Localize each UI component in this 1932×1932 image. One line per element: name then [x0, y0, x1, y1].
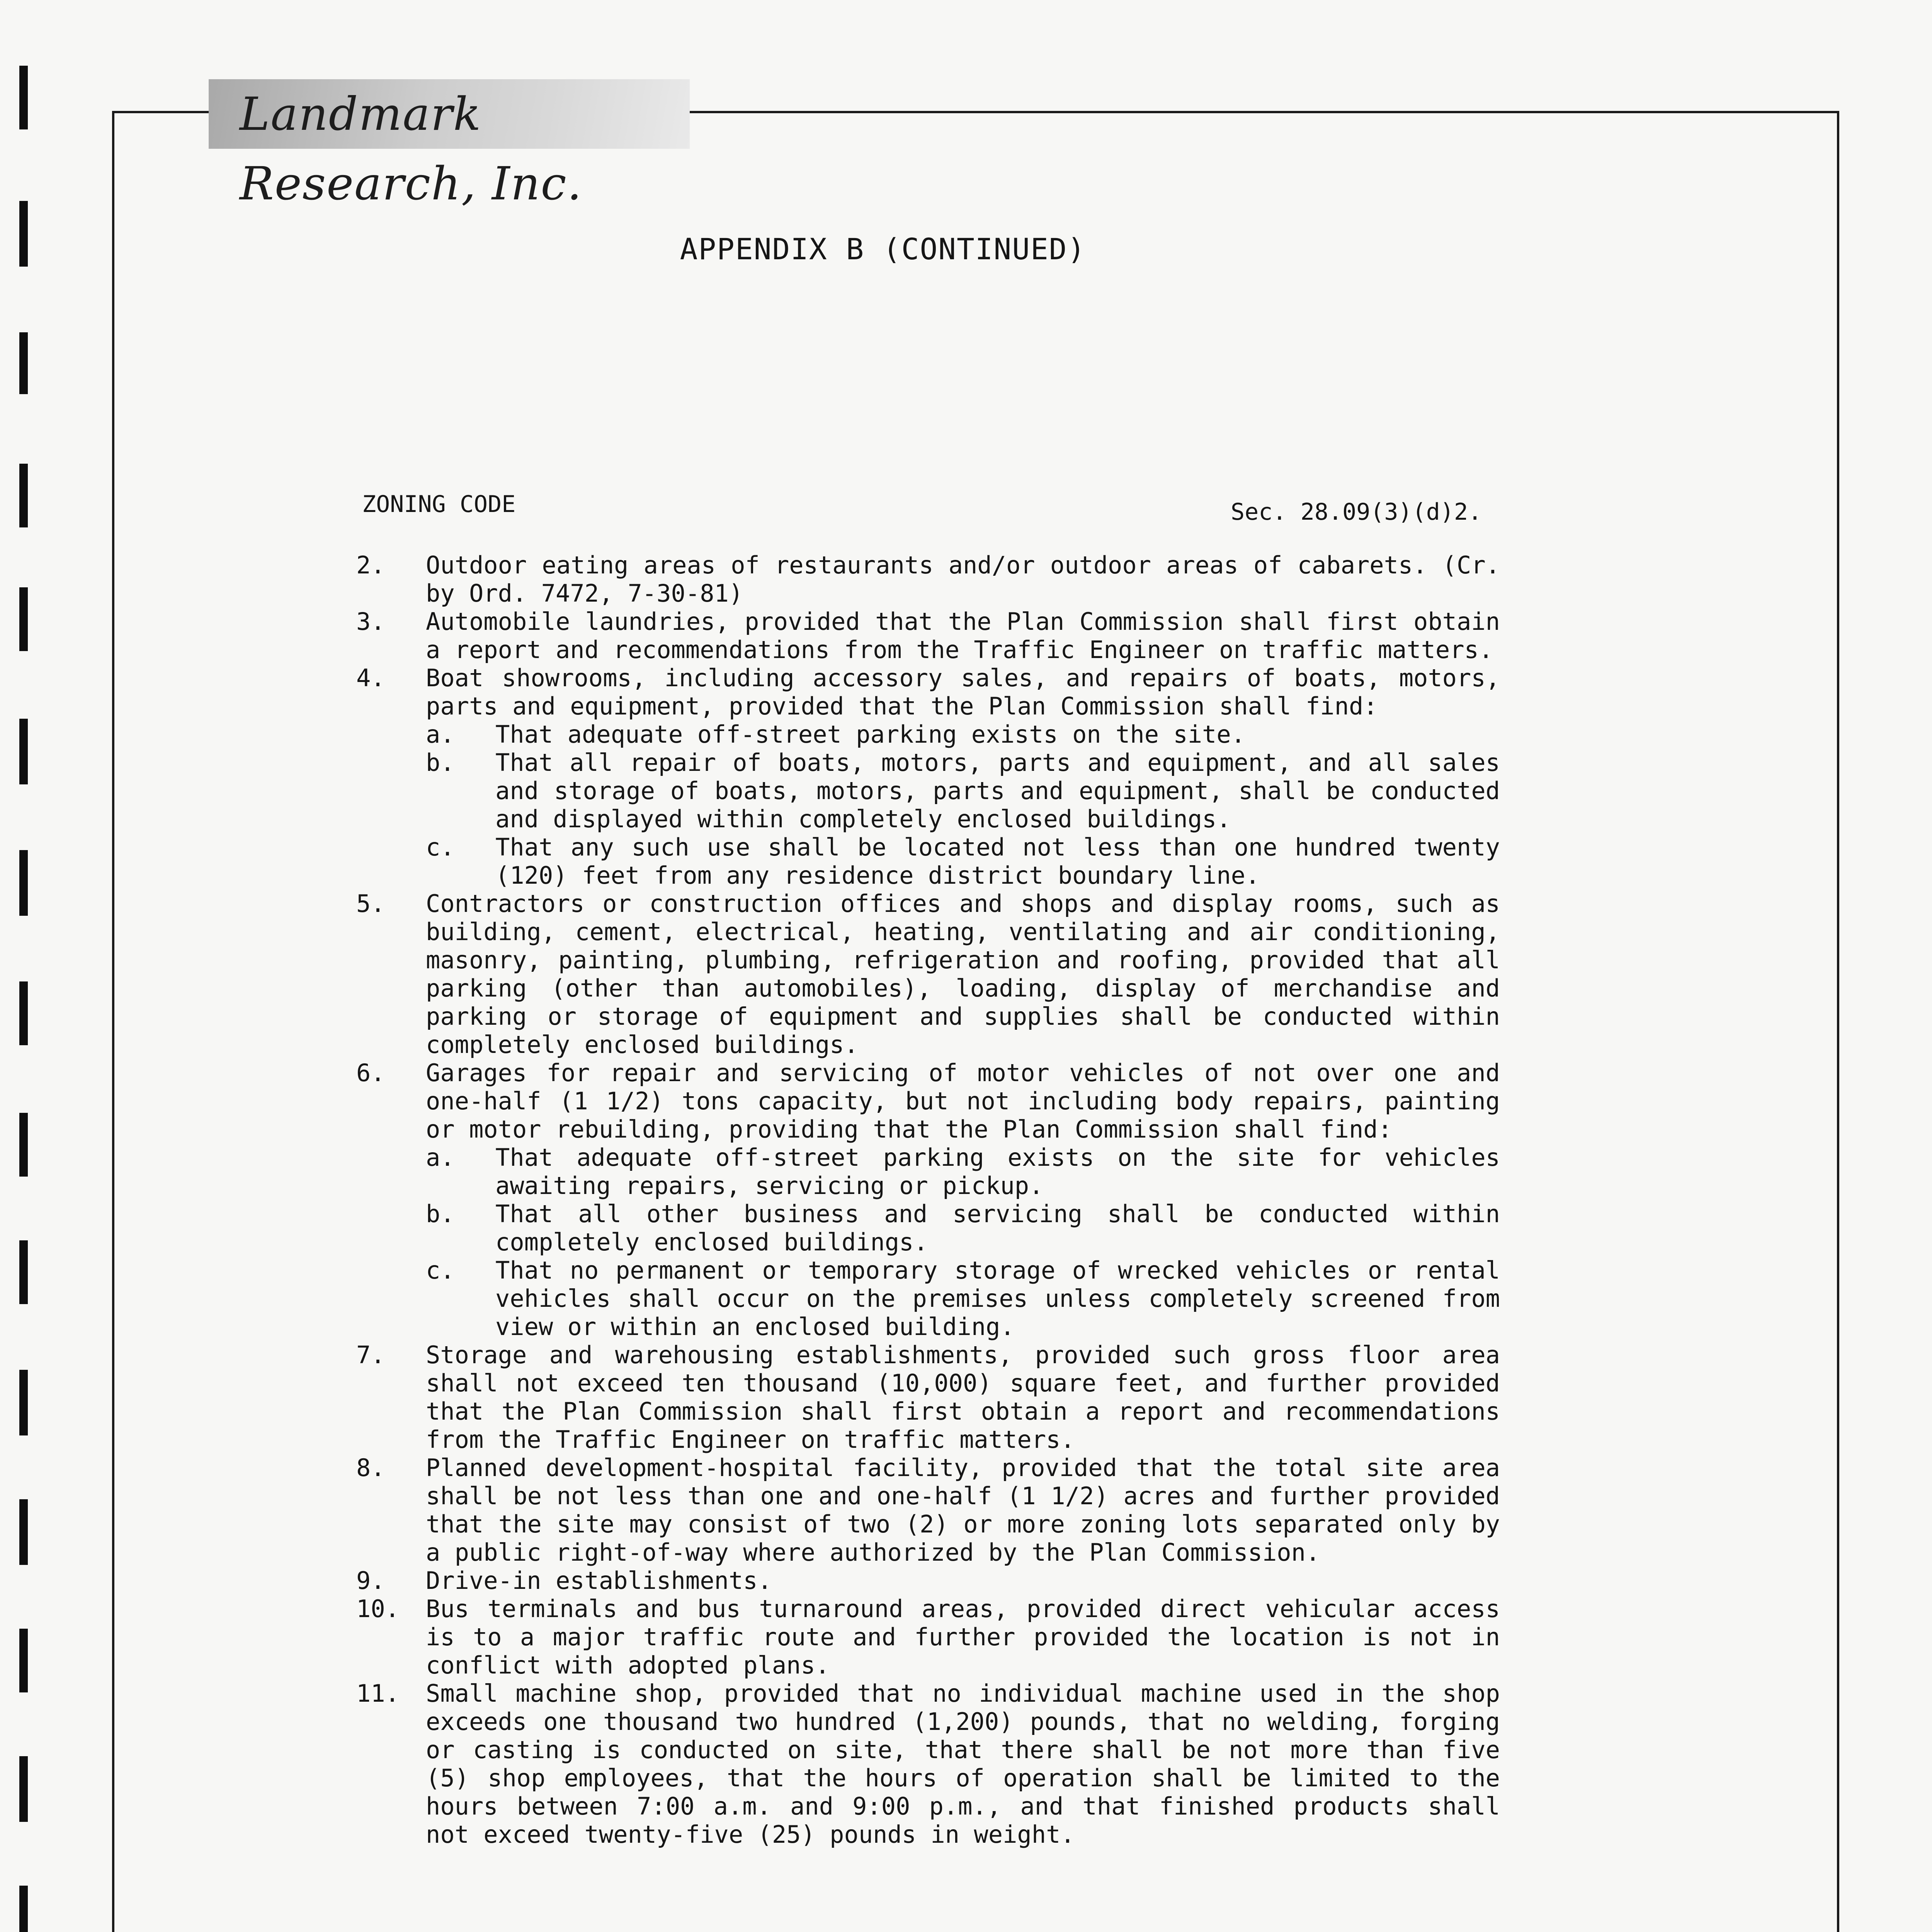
item-number: 8.: [356, 1454, 385, 1482]
binder-mark: [19, 1240, 28, 1304]
sub-item-text: That all repair of boats, motors, parts and equipment, and all sales and storage of boats, motors, parts and equipment, shall be conducted and displayed within completely enclosed buildings.: [495, 748, 1500, 833]
sub-item: [426, 1200, 1500, 1256]
list-item: [356, 1679, 1500, 1849]
item-number: 6.: [356, 1059, 385, 1087]
list-item: [356, 551, 1500, 607]
list-item: [356, 1566, 1500, 1595]
logo-text: Landmark Research, Inc.: [240, 87, 583, 210]
sub-item: [426, 1143, 1500, 1200]
binder-mark: [19, 464, 28, 527]
sub-item-letter: c.: [426, 1256, 455, 1284]
item-text: Automobile laundries, provided that the Plan Commission shall first obtain a report and recommendations from the Traffic Engineer on traffic matters.: [426, 607, 1500, 664]
sub-item: [426, 748, 1500, 833]
item-number: 5.: [356, 889, 385, 918]
item-number: 11.: [356, 1679, 400, 1708]
binder-mark: [19, 1756, 28, 1822]
list-item: [356, 1341, 1500, 1454]
binder-mark: [19, 719, 28, 784]
item-text: Storage and warehousing establishments, provided such gross floor area shall not exceed ten thousand (10,000) square feet, and further provided that the Plan Commission shall first obtain a report and recommendations from the Traffic Engineer on traffic matters.: [426, 1341, 1500, 1454]
sub-item-letter: b.: [426, 1200, 455, 1228]
item-text: Small machine shop, provided that no individual machine used in the shop exceeds one thousand two hundred (1,200) pounds, that no welding, forging or casting is conducted on site, that there shall be not more than five (5) shop employees, that the hours of operation shall be limited to the hours between 7:00 a.m. and 9:00 p.m., and that finished products shall not exceed twenty-five (25) pounds in weight.: [426, 1679, 1500, 1849]
list-item: [356, 607, 1500, 664]
item-text: Garages for repair and servicing of motor vehicles of not over one and one-half (1 1/2) tons capacity, but not including body repairs, painting or motor rebuilding, providing that the Plan Commission shall find:: [426, 1059, 1500, 1143]
item-text: Planned development-hospital facility, provided that the total site area shall be not less than one and one-half (1 1/2) acres and further provided that the site may consist of two (2) or more zoning lots separated only by a public right-of-way where authorized by the Plan Commission.: [426, 1454, 1500, 1566]
binder-mark: [19, 1370, 28, 1435]
binder-mark: [19, 1499, 28, 1565]
item-text: Contractors or construction offices and shops and display rooms, such as building, cement, electrical, heating, ventilating and air conditioning, masonry, painting, plumbing, refrigeration and roofing, provided that all parking (other than automobiles), loading, display of merchandise and parking or storage of equipment and supplies shall be conducted within completely enclosed buildings.: [426, 889, 1500, 1059]
sub-item: [426, 720, 1500, 748]
sub-item: [426, 833, 1500, 889]
item-number: 7.: [356, 1341, 385, 1369]
ordinance-list: [356, 551, 1500, 1849]
item-number: 10.: [356, 1595, 400, 1623]
sub-item-text: That all other business and servicing shall be conducted within completely enclosed buildings.: [495, 1200, 1500, 1256]
item-number: 4.: [356, 664, 385, 692]
zoning-code-label: ZONING CODE: [362, 491, 516, 518]
sub-item-letter: c.: [426, 833, 455, 861]
item-number: 9.: [356, 1566, 385, 1595]
binder-mark: [19, 1886, 28, 1932]
binder-mark: [19, 66, 28, 129]
binder-mark: [19, 332, 28, 394]
binder-mark: [19, 587, 28, 651]
list-item: [356, 1595, 1500, 1679]
binder-mark: [19, 981, 28, 1045]
sub-item-text: That any such use shall be located not less than one hundred twenty (120) feet from any residence district boundary line.: [495, 833, 1500, 889]
item-number: 3.: [356, 607, 385, 636]
binder-mark: [19, 1629, 28, 1692]
sub-item-letter: a.: [426, 1143, 455, 1172]
item-text: Boat showrooms, including accessory sales, and repairs of boats, motors, parts and equipment, provided that the Plan Commission shall find:: [426, 664, 1500, 720]
section-reference: Sec. 28.09(3)(d)2.: [1231, 498, 1482, 526]
company-logo: [209, 79, 690, 210]
sub-item-letter: a.: [426, 720, 455, 748]
item-text: Bus terminals and bus turnaround areas, provided direct vehicular access is to a major traffic route and further provided the location is not in conflict with adopted plans.: [426, 1595, 1500, 1679]
sub-item: [426, 1256, 1500, 1341]
item-text: Drive-in establishments.: [426, 1566, 772, 1595]
sub-item-text: That adequate off-street parking exists on the site for vehicles awaiting repairs, servicing or pickup.: [495, 1143, 1500, 1200]
list-item: [356, 1059, 1500, 1341]
item-text: Outdoor eating areas of restaurants and/or outdoor areas of cabarets. (Cr. by Ord. 7472, 7-30-81): [426, 551, 1500, 607]
binder-mark: [19, 1113, 28, 1177]
list-item: [356, 664, 1500, 889]
list-item: [356, 1454, 1500, 1566]
sub-item-text: That adequate off-street parking exists on the site.: [495, 720, 1246, 748]
sub-item-letter: b.: [426, 748, 455, 777]
sub-item-text: That no permanent or temporary storage of wrecked vehicles or rental vehicles shall occur on the premises unless completely screened from view or within an enclosed building.: [495, 1256, 1500, 1341]
list-item: [356, 889, 1500, 1059]
appendix-title: APPENDIX B (CONTINUED): [680, 232, 1086, 266]
binder-mark: [19, 850, 28, 916]
item-number: 2.: [356, 551, 385, 579]
